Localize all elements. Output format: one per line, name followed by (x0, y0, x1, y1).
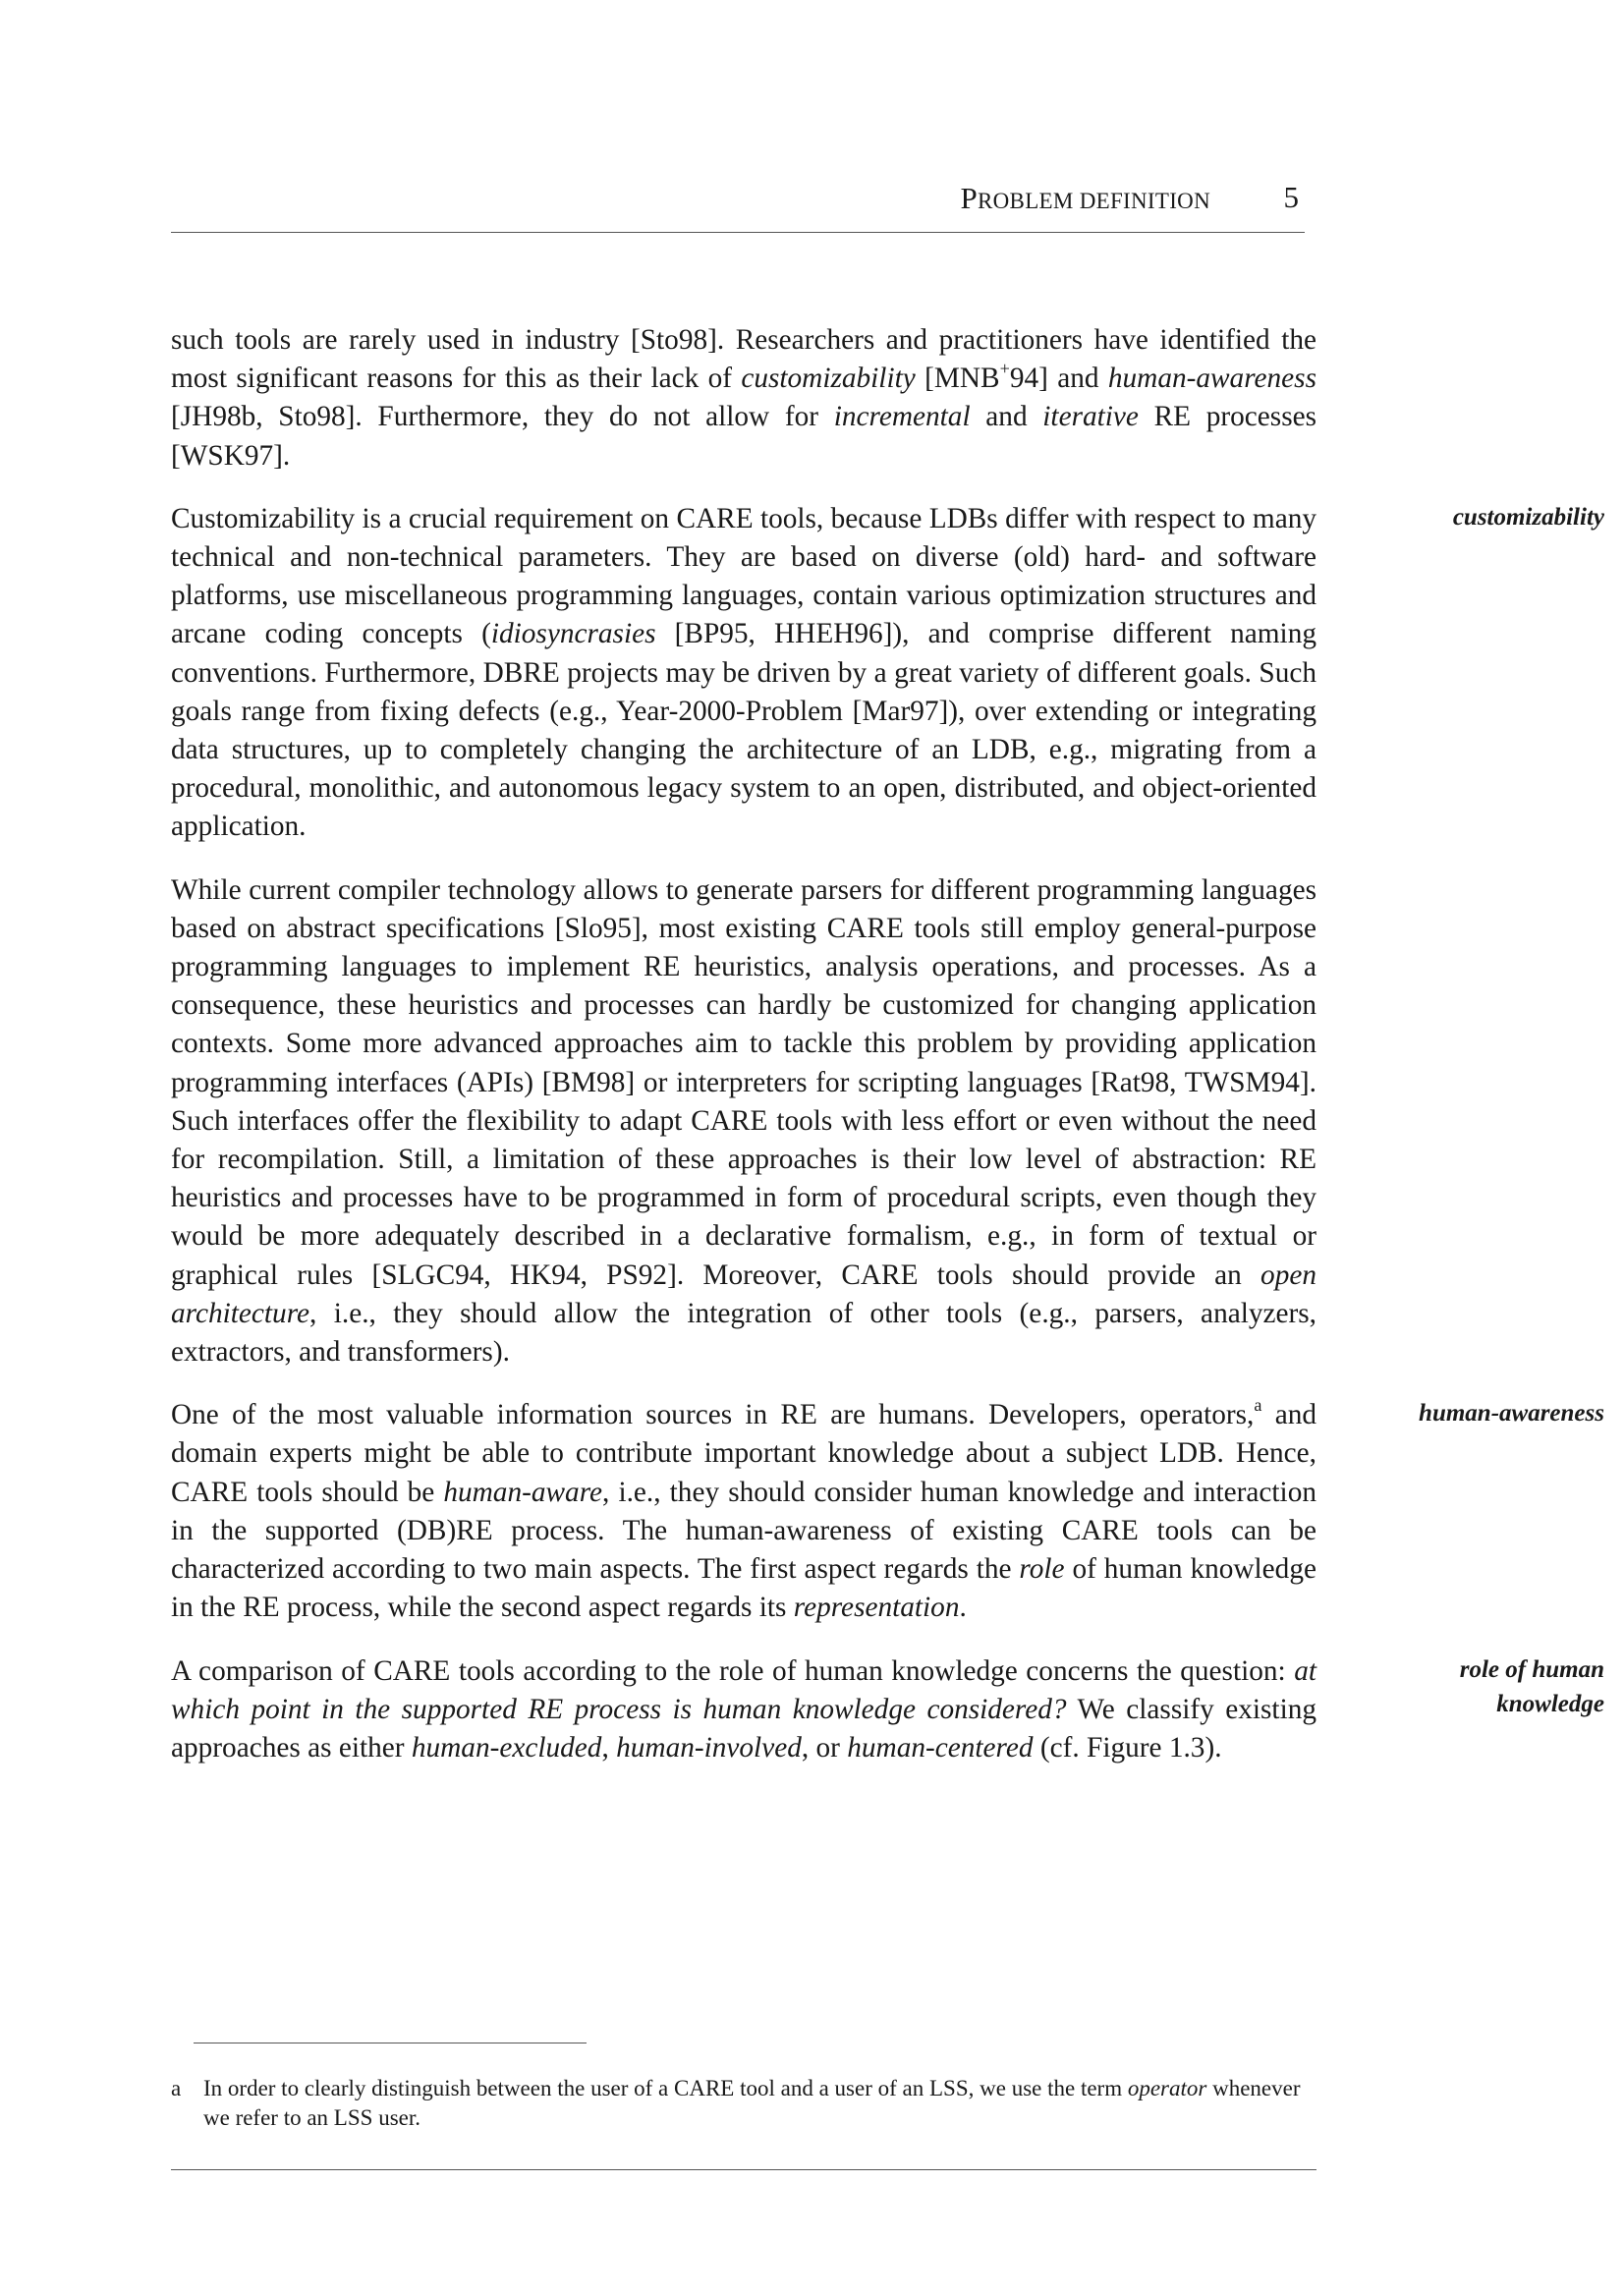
page-number: 5 (1283, 180, 1299, 214)
footnote-text: In order to clearly distinguish between the user of a CARE tool and a user of an LSS, we use the term operator whenever we refer to an LSS user. (203, 2076, 1301, 2130)
footnote-reference[interactable]: a (1254, 1395, 1262, 1416)
running-title: PROBLEM DEFINITION (960, 181, 1210, 215)
paragraph-1: such tools are rarely used in industry [Sto98]. Researchers and practitioners have identified the most significant reasons for this as their lack of customizability [MNB+94] and human-awareness [JH98b, Sto98]. Furthermore, they do not allow for incremental and iterative RE processes [WSK97]. (171, 324, 1317, 472)
paragraph-5: role of human knowledge A comparison of CARE tools according to the role of human knowledge concerns the question: at which point in the supported RE process is human knowledge considered? We classify existing approaches as either human-excluded, human-involved, or human-centered (cf. Figure 1.3). (171, 1652, 1316, 1768)
paragraph-2: customizability Customizability is a crucial requirement on CARE tools, because LDBs differ with respect to many technical and non-technical parameters. They are based on diverse (old) hard- and software platforms, use miscellaneous programming languages, contain various optimization structures and arcane coding concepts (idiosyncrasies [BP95, HHEH96]), and comprise different naming conventions. Furthermore, DBRE projects may be driven by a great variety of different goals. Such goals range from fixing defects (e.g., Year-2000-Problem [Mar97]), over extending or integrating data structures, up to completely changing the architecture of an LDB, e.g., migrating from a procedural, monolithic, and autonomous legacy system to an open, distributed, and object-oriented application. (171, 500, 1316, 847)
footnote-bottom-rule (171, 2169, 1316, 2170)
footnote (171, 2074, 1316, 2133)
running-header (171, 181, 1305, 233)
margin-note-customizability: customizability (1452, 503, 1604, 531)
main-text (171, 321, 1604, 1792)
margin-note-human-awareness: human-awareness (1419, 1400, 1604, 1427)
paragraph-4: human-awareness One of the most valuable information sources in RE are humans. Developers, operators,$^a$ and domain experts might be able to contribute important knowledge about a subject LDB. Hence, CARE tools should be human-aware, i.e., they should consider human knowledge and interaction in the supported (DB)RE process. The human-awareness of existing CARE tools can be characterized according to two main aspects. The first aspect regards the role of human knowledge in the RE process, while the second aspect regards its representation. (171, 1395, 1604, 1624)
footnote-mark: a (171, 2076, 182, 2100)
paragraph-3: While current compiler technology allows to generate parsers for different programming languages based on abstract specifications [Slo95], most existing CARE tools still employ general-purpose programming languages to implement RE heuristics, analysis operations, and processes. As a consequence, these heuristics and processes can hardly be customized for changing application contexts. Some more advanced approaches aim to tackle this problem by providing application programming interfaces (APIs) [BM98] or interpreters for scripting languages [Rat98, TWSM94]. Such interfaces offer the flexibility to adapt CARE tools with less effort or even without the need for recompilation. Still, a limitation of these approaches is their low level of abstraction: RE heuristics and processes have to be programmed in form of procedural scripts, even though they would be more adequately described in a declarative formalism, e.g., in form of textual or graphical rules [SLGC94, HK94, PS92]. Moreover, CARE tools should provide an open architecture, i.e., they should allow the integration of other tools (e.g., parsers, analyzers, extractors, and transformers). (171, 873, 1316, 1369)
margin-note-role-of-human-knowledge: role of human knowledge (1459, 1655, 1604, 1717)
